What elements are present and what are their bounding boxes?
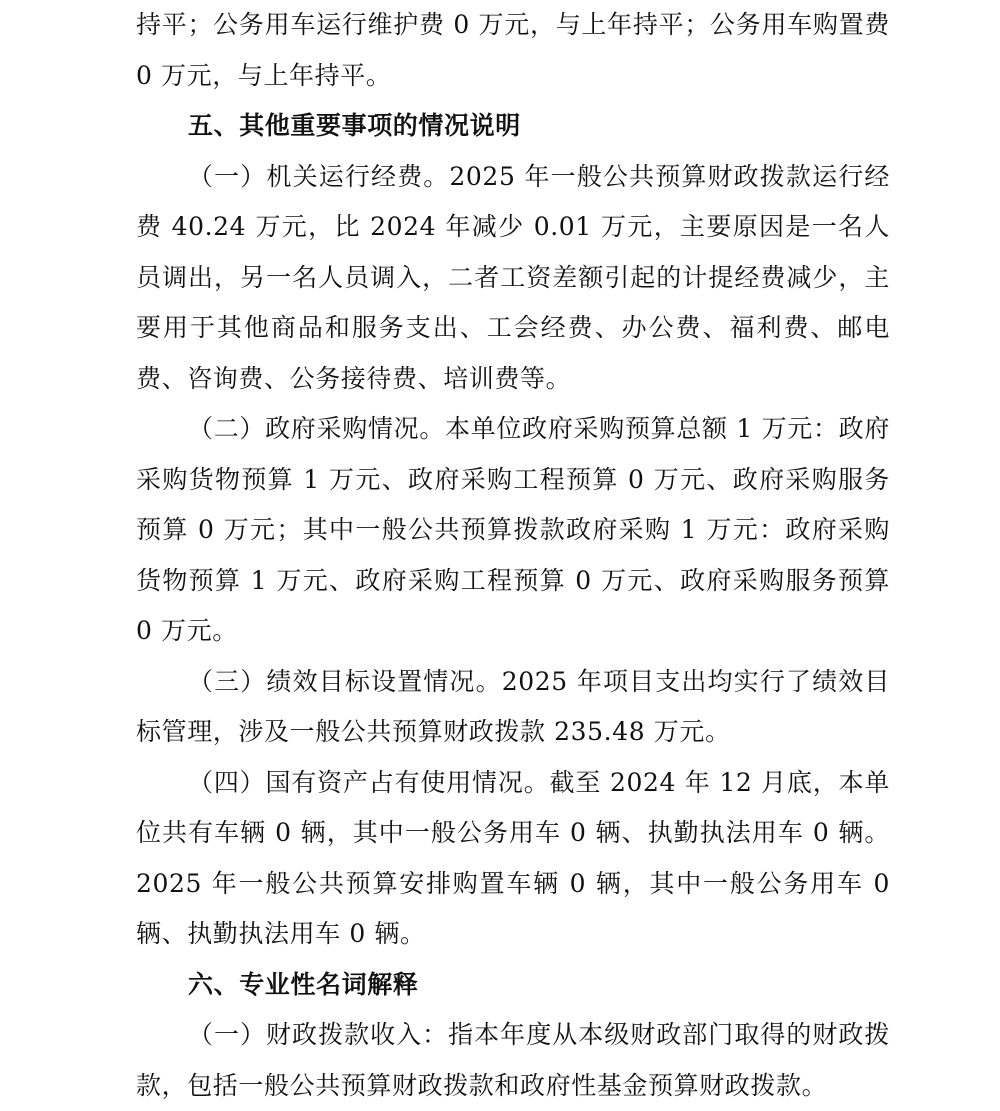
continued-paragraph: 持平；公务用车运行维护费 0 万元，与上年持平；公务用车购置费 0 万元，与上年持平。 [136,10,890,90]
item-1-lead: （一）机关运行经费。 [188,161,450,191]
item-3-text: 2025 年项目支出均实行了绩效目标管理，涉及一般公共预算财政拨款 235.48 万元。 [136,666,890,746]
item-2-lead: （二）政府采购情况。 [188,414,446,443]
item-4-lead: （四）国有资产占有使用情况。 [188,767,550,797]
item-2-text: 本单位政府采购预算总额 1 万元：政府采购货物预算 1 万元、政府采购工程预算 0 万元、政府采购服务预算 0 万元；其中一般公共预算拨款政府采购 1 万元：政府采购货物预算 1 万元、政府采购工程预算 0 万元、政府采购服务预算 0 万元。 [136,414,890,645]
section-5-heading: 五、其他重要事项的情况说明 [188,111,521,140]
item-4-text: 截至 2024 年 12 月底，本单位共有车辆 0 辆，其中一般公务用车 0 辆、执勤执法用车 0 辆。2025 年一般公共预算安排购置车辆 0 辆，其中一般公务用车 0 辆、执勤执法用车 0 辆。 [136,767,891,948]
term-1-text: 指本年度从本级财政部门取得的财政拨款，包括一般公共预算财政拨款和政府性基金预算财政拨款。 [136,1020,890,1100]
section-5-item-4 [136,758,890,960]
section-5-item-3 [136,657,890,758]
section-5-item-1 [136,152,890,405]
section-5-item-2 [136,404,890,657]
section-6-item-1 [136,1010,890,1111]
term-1-lead: （一）财政拨款收入： [188,1020,449,1049]
item-3-lead: （三）绩效目标设置情况。 [188,666,502,696]
item-1-text: 2025 年一般公共预算财政拨款运行经费 40.24 万元，比 2024 年减少 0.01 万元，主要原因是一名人员调出，另一名人员调入，二者工资差额引起的计提经费减少，主要用于其他商品和服务支出、工会经费、办公费、福利费、邮电费、咨询费、公务接待费、培训费等。 [136,161,890,393]
section-6-heading: 六、专业性名词解释 [188,969,419,999]
document-page [136,0,890,1111]
